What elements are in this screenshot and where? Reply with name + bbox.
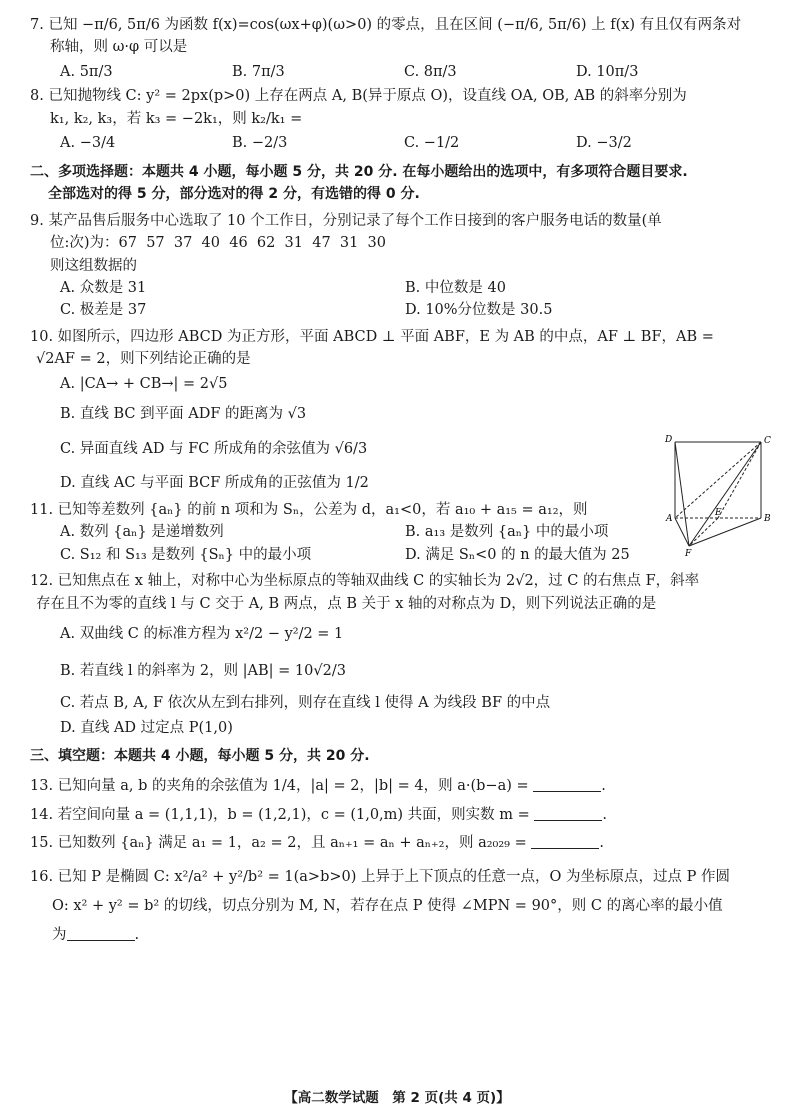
- option-a: A. 众数是 31: [60, 280, 147, 296]
- question-8: [30, 85, 772, 154]
- label-c: C: [764, 436, 771, 446]
- answer-blank-14[interactable]: [534, 806, 602, 821]
- option-b: B. −2/3: [232, 135, 288, 152]
- question-16-period: .: [134, 926, 140, 943]
- option-d: D. 10π/3: [576, 63, 639, 80]
- question-11: [30, 499, 772, 566]
- option-a: A. 双曲线 C 的标准方程为 x²/2 − y²/2 = 1: [60, 626, 344, 643]
- answer-blank-13[interactable]: [533, 777, 601, 792]
- question-12-stem-line2: 存在且不为零的直线 l 与 C 交于 A, B 两点，点 B 关于 x 轴的对称点为 D，则下列说法正确的是: [36, 595, 657, 612]
- question-10-stem-line1: 10. 如图所示，四边形 ABCD 为正方形，平面 ABCD ⊥ 平面 ABF，E 为 AB 的中点，AF ⊥ BF，AB =: [30, 328, 714, 345]
- question-10-stem-line2: √2AF = 2，则下列结论正确的是: [36, 351, 251, 368]
- label-a: A: [666, 514, 673, 524]
- question-12-stem-line1: 12. 已知焦点在 x 轴上，对称中心为坐标原点的等轴双曲线 C 的实轴长为 2√2，过 C 的右焦点 F，斜率: [30, 573, 700, 590]
- section-2-heading: [30, 161, 772, 206]
- section-3-heading: [30, 745, 772, 767]
- page-footer: 【高二数学试题 第 2 页(共 4 页)】: [284, 1090, 510, 1106]
- question-13: [30, 775, 772, 797]
- square-pyramid-diagram: [663, 430, 775, 560]
- option-b: B. 7π/3: [232, 63, 285, 80]
- option-c: C. S₁₂ 和 S₁₃ 是数列 {Sₙ} 中的最小项: [60, 546, 312, 563]
- question-12: [30, 570, 772, 739]
- question-13-period: .: [601, 778, 606, 795]
- option-a: A. −3/4: [60, 135, 116, 152]
- question-9-stem-line3: 则这组数据的: [50, 257, 137, 274]
- option-c: C. −1/2: [404, 135, 460, 152]
- question-14-period: .: [602, 806, 608, 823]
- label-f: F: [685, 549, 692, 559]
- question-9: [30, 210, 772, 322]
- question-15-period: .: [599, 835, 604, 852]
- option-c: C. 极差是 37: [60, 302, 147, 319]
- question-16-stem-line3: [30, 921, 772, 950]
- section-2-line2: 全部选对的得 5 分，部分选对的得 2 分，有选错的得 0 分.: [48, 186, 420, 203]
- label-b: B: [764, 514, 771, 524]
- option-d: D. 直线 AD 过定点 P(1,0): [60, 719, 233, 736]
- question-14-stem: 14. 若空间向量 a = (1,1,1)，b = (1,2,1)，c = (1,0,m) 共面，则实数 m =: [30, 806, 530, 823]
- option-b: B. a₁₃ 是数列 {aₙ} 中的最小项: [405, 524, 609, 541]
- option-b: B. 直线 BC 到平面 ADF 的距离为 √3: [60, 406, 307, 423]
- question-8-stem-line2: k₁, k₂, k₃，若 k₃ = −2k₁，则 k₂/k₁ =: [50, 110, 303, 127]
- label-e: E: [715, 508, 722, 518]
- option-a: A. 数列 {aₙ} 是递增数列: [60, 524, 224, 541]
- geometry-figure: [663, 430, 775, 560]
- question-13-stem: 13. 已知向量 a, b 的夹角的余弦值为 1/4，|a| = 2，|b| = 4，则 a·(b−a) =: [30, 778, 529, 795]
- question-9-stem-line2: 位:次)为：67 57 37 40 46 62 31 47 31 30: [50, 235, 387, 252]
- option-c: C. 8π/3: [404, 63, 457, 80]
- question-14: [30, 804, 772, 826]
- label-d: D: [665, 435, 673, 445]
- section-3-line1: 三、填空题：本题共 4 小题，每小题 5 分，共 20 分.: [30, 747, 370, 764]
- question-16-stem-line2: O: x² + y² = b² 的切线，切点分别为 M, N，若存在点 P 使得 ∠MPN = 90°，则 C 的离心率的最小值: [52, 897, 723, 914]
- question-7-options: [60, 61, 772, 83]
- question-16-stem-line1: 16. 已知 P 是椭圆 C: x²/a² + y²/b² = 1(a>b>0) 上异于上下顶点的任意一点，O 为坐标原点，过点 P 作圆: [30, 868, 730, 885]
- question-16: [30, 863, 772, 950]
- question-10: [30, 326, 772, 495]
- question-8-options: [60, 132, 772, 154]
- option-a: A. |CA→ + CB→| = 2√5: [60, 375, 228, 392]
- question-7-stem-line2: 称轴，则 ω·φ 可以是: [50, 39, 188, 56]
- answer-blank-15[interactable]: [531, 834, 599, 849]
- question-11-stem-line1: 11. 已知等差数列 {aₙ} 的前 n 项和为 Sₙ，公差为 d，a₁<0，若 a₁₀ + a₁₅ = a₁₂，则: [30, 501, 588, 518]
- answer-blank-16[interactable]: [67, 926, 135, 941]
- option-d: D. 满足 Sₙ<0 的 n 的最大值为 25: [405, 546, 630, 563]
- option-c: C. 异面直线 AD 与 FC 所成角的余弦值为 √6/3: [60, 440, 368, 457]
- option-d: D. 直线 AC 与平面 BCF 所成角的正弦值为 1/2: [60, 475, 369, 492]
- option-c: C. 若点 B, A, F 依次从左到右排列，则存在直线 l 使得 A 为线段 BF 的中点: [60, 695, 551, 712]
- question-12-options: [60, 623, 772, 739]
- question-8-stem-line1: 8. 已知抛物线 C: y² = 2px(p>0) 上存在两点 A, B(异于原点 O)，设直线 OA, OB, AB 的斜率分别为: [30, 88, 687, 105]
- option-d: D. −3/2: [576, 135, 632, 152]
- option-a: A. 5π/3: [60, 63, 113, 80]
- question-15: [30, 832, 772, 854]
- section-2-line1: 二、多项选择题：本题共 4 小题，每小题 5 分，共 20 分. 在每小题给出的选项中，有多项符合题目要求.: [30, 163, 688, 180]
- question-7-stem-line1: 7. 已知 −π/6, 5π/6 为函数 f(x)=cos(ωx+φ)(ω>0) 的零点，且在区间 (−π/6, 5π/6) 上 f(x) 有且仅有两条对: [30, 17, 742, 33]
- option-b: B. 若直线 l 的斜率为 2，则 |AB| = 10√2/3: [60, 662, 346, 679]
- question-16-stem-line3-text: 为: [52, 926, 67, 943]
- option-d: D. 10%分位数是 30.5: [405, 302, 553, 319]
- question-9-stem-line1: 9. 某产品售后服务中心选取了 10 个工作日，分别记录了每个工作日接到的客户服务电话的数量(单: [30, 212, 662, 229]
- question-9-options: [60, 277, 772, 322]
- question-15-stem: 15. 已知数列 {aₙ} 满足 a₁ = 1，a₂ = 2，且 aₙ₊₁ = aₙ + aₙ₊₂，则 a₂₀₂₉ =: [30, 835, 527, 852]
- option-b: B. 中位数是 40: [405, 280, 506, 296]
- question-7: [30, 14, 772, 83]
